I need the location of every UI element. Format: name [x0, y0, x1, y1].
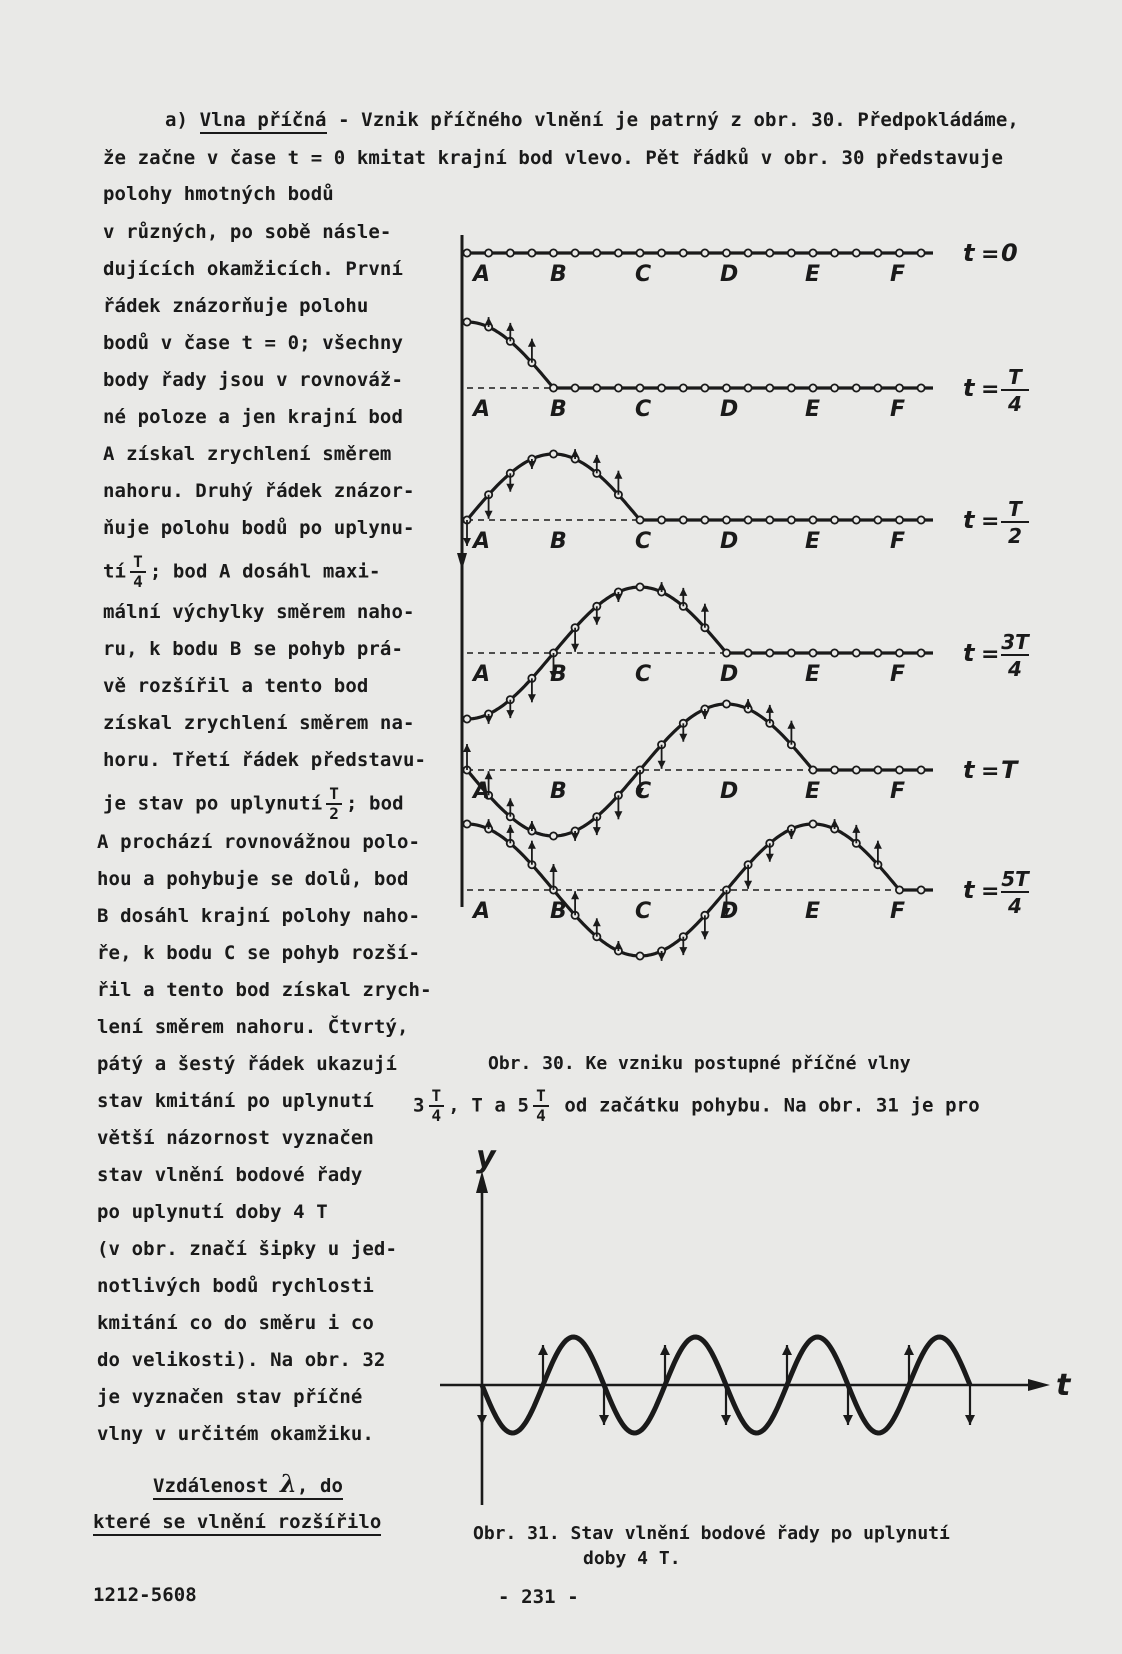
mass-point [788, 249, 795, 256]
text-line: A prochází rovnovážnou polo- [97, 831, 421, 853]
mass-point [701, 249, 708, 256]
text-span: ; bod A dosáhl maxi- [149, 560, 381, 583]
mass-point [853, 384, 860, 391]
mass-point [896, 516, 903, 523]
mass-point [918, 649, 925, 656]
velocity-arrowhead [506, 484, 514, 492]
t-label: t [963, 239, 975, 267]
velocity-arrowhead [593, 617, 601, 625]
t-label: t [963, 876, 975, 904]
mass-point [550, 450, 557, 457]
mass-point [636, 384, 643, 391]
lambda-symbol: λ [279, 1469, 297, 1498]
point-label: B [550, 899, 567, 924]
text-span: a) [165, 109, 200, 131]
mass-point [593, 249, 600, 256]
time-axis-arrow [457, 553, 467, 570]
mass-point [788, 384, 795, 391]
text-line [103, 553, 381, 591]
mass-point [723, 384, 730, 391]
point-label: F [890, 899, 906, 924]
text-line: pátý a šestý řádek ukazují [97, 1053, 398, 1075]
text-line [153, 1469, 344, 1498]
point-label: D [720, 529, 739, 554]
velocity-arrowhead [571, 644, 579, 652]
mass-point [550, 249, 557, 256]
mass-point [615, 249, 622, 256]
velocity-arrowhead [485, 511, 493, 519]
mass-point [831, 249, 838, 256]
velocity-arrowhead [485, 819, 493, 827]
point-label: F [890, 397, 906, 422]
velocity-arrowhead [614, 811, 622, 819]
point-label: E [805, 662, 821, 687]
time-denominator: 4 [1008, 657, 1022, 681]
velocity-arrowhead [528, 694, 536, 702]
text-line: je vyznačen stav příčné [97, 1386, 363, 1408]
mass-point [918, 516, 925, 523]
text-line: stav kmitání po uplynutí [97, 1090, 374, 1112]
text-line: v různých, po sobě násle- [103, 221, 392, 243]
time-denominator: 4 [1008, 392, 1022, 416]
text-line [413, 1087, 980, 1125]
t-label: t [963, 506, 975, 534]
point-label: C [635, 662, 652, 687]
velocity-arrowhead [904, 1345, 914, 1355]
text-line: řádek znázorňuje polohu [103, 295, 369, 317]
velocity-arrowhead [658, 953, 666, 961]
velocity-arrowhead [701, 711, 709, 719]
velocity-arrowhead [528, 821, 536, 829]
mass-point [463, 249, 470, 256]
mass-point [636, 516, 643, 523]
text-line: body řady jsou v rovnováž- [103, 369, 404, 391]
mass-point [874, 766, 881, 773]
velocity-arrowhead [852, 825, 860, 833]
text-line: ře, k bodu C se pohyb rozší- [97, 942, 421, 964]
wave-row [463, 317, 1029, 422]
mass-point [615, 384, 622, 391]
velocity-arrowhead [721, 1415, 731, 1425]
mass-point [572, 249, 579, 256]
text-line: ňuje polohu bodů po uplynu- [103, 517, 415, 539]
mass-point [723, 249, 730, 256]
text-line: mální výchylky směrem naho- [103, 601, 415, 623]
mass-point [809, 820, 816, 827]
text-span: , T a 5 [448, 1094, 530, 1117]
t-axis-arrow [1028, 1379, 1050, 1391]
velocity-arrowhead [506, 710, 514, 718]
velocity-arrowhead [506, 323, 514, 331]
equals-sign: = [981, 642, 1000, 667]
y-axis-label: y [476, 1145, 496, 1175]
mass-point [831, 384, 838, 391]
mass-point [636, 952, 643, 959]
mass-point [745, 249, 752, 256]
mass-point [680, 249, 687, 256]
mass-point [658, 249, 665, 256]
velocity-arrowhead [528, 841, 536, 849]
mass-point [550, 832, 557, 839]
mass-point [528, 249, 535, 256]
time-value: T [1001, 756, 1018, 784]
text-underlined-group [153, 1469, 344, 1500]
mass-point [766, 649, 773, 656]
text-line: získal zrychlení směrem na- [103, 712, 415, 734]
fraction-numerator: T [130, 553, 146, 573]
heading-transverse-wave: Vlna příčná [200, 109, 327, 134]
fraction-numerator: T [429, 1087, 445, 1107]
fraction-t-over-4 [429, 1087, 445, 1125]
text-line: že začne v čase t = 0 kmitat krajní bod vlevo. Pět řádků v obr. 30 představuje [103, 147, 1004, 169]
mass-point [507, 249, 514, 256]
point-label: B [550, 262, 567, 287]
point-label: C [635, 397, 652, 422]
point-label: A [473, 529, 491, 554]
mass-point [831, 649, 838, 656]
text-line: bodů v čase t = 0; všechny [103, 332, 404, 354]
fraction-t-over-2 [326, 785, 342, 823]
wave-row [463, 239, 1017, 287]
text-line: do velikosti). Na obr. 32 [97, 1349, 386, 1371]
mass-point [809, 649, 816, 656]
text-span: je stav po uplynutí [103, 792, 323, 815]
mass-point [593, 384, 600, 391]
time-denominator: 2 [1008, 524, 1022, 548]
velocity-arrowhead [599, 1415, 609, 1425]
mass-point [572, 384, 579, 391]
fraction-denominator: 4 [431, 1106, 442, 1125]
mass-point [701, 384, 708, 391]
text-line: notlivých bodů rychlosti [97, 1275, 374, 1297]
text-span: tí [103, 560, 127, 583]
figure-31-wave-plot [440, 1145, 1090, 1525]
mass-point [831, 516, 838, 523]
velocity-arrowhead [485, 317, 493, 325]
figure-31-caption-line-2: doby 4 T. [583, 1548, 681, 1569]
velocity-arrowhead [658, 582, 666, 590]
t-label: t [963, 756, 975, 784]
text-line: po uplynutí doby 4 T [97, 1201, 328, 1223]
mass-point [636, 249, 643, 256]
text-line: ru, k bodu B se pohyb prá- [103, 638, 404, 660]
text-line [103, 785, 404, 823]
velocity-arrowhead [787, 721, 795, 729]
text-line: stav vlnění bodové řady [97, 1164, 363, 1186]
velocity-arrowhead [550, 864, 558, 872]
text-span: , do [296, 1475, 344, 1497]
point-label: C [635, 779, 652, 804]
velocity-arrowhead [874, 841, 882, 849]
point-label: F [890, 529, 906, 554]
velocity-arrowhead [679, 947, 687, 955]
mass-point [658, 384, 665, 391]
velocity-arrowhead [593, 455, 601, 463]
equals-sign: = [981, 242, 1000, 267]
velocity-arrowhead [506, 825, 514, 833]
text-line: A získal zrychlení směrem [103, 443, 392, 465]
mass-point [485, 249, 492, 256]
mass-point [853, 249, 860, 256]
point-label: D [720, 779, 739, 804]
point-label: E [805, 397, 821, 422]
fraction-t-over-4 [130, 553, 146, 591]
time-numerator: T [1008, 497, 1022, 521]
velocity-arrowhead [614, 594, 622, 602]
wave-row [463, 699, 1019, 841]
mass-point [874, 384, 881, 391]
wave-curve [467, 322, 933, 388]
velocity-arrowhead [965, 1415, 975, 1425]
velocity-arrowhead [782, 1345, 792, 1355]
equals-sign: = [981, 879, 1000, 904]
velocity-arrowhead [787, 831, 795, 839]
point-label: F [890, 779, 906, 804]
velocity-arrowhead [593, 918, 601, 926]
text-line: vě rozšířil a tento bod [103, 675, 369, 697]
mass-point [918, 766, 925, 773]
velocity-arrowhead [614, 471, 622, 479]
mass-point [874, 249, 881, 256]
mass-point [745, 384, 752, 391]
point-label: C [635, 529, 652, 554]
text-span: od začátku pohybu. Na obr. 31 je pro [552, 1094, 980, 1117]
point-label: B [550, 779, 567, 804]
text-span: které se vlnění rozšířilo [93, 1511, 381, 1536]
time-value: 0 [1001, 239, 1018, 267]
point-label: A [473, 262, 491, 287]
velocity-arrowhead [679, 734, 687, 742]
mass-point [896, 384, 903, 391]
point-label: C [635, 899, 652, 924]
velocity-arrowhead [485, 771, 493, 779]
fraction-t-over-4 [533, 1087, 549, 1125]
mass-point [766, 249, 773, 256]
point-label: A [473, 397, 491, 422]
mass-point [680, 516, 687, 523]
text-span: Vzdálenost [153, 1475, 269, 1497]
mass-point [745, 516, 752, 523]
mass-point [896, 649, 903, 656]
text-line: řil a tento bod získal zrych- [97, 979, 432, 1001]
mass-point [874, 516, 881, 523]
fraction-denominator: 4 [536, 1106, 546, 1125]
mass-point [809, 249, 816, 256]
text-line: horu. Třetí řádek představu- [103, 749, 427, 771]
mass-point [463, 715, 470, 722]
text-line: polohy hmotných bodů [103, 183, 334, 205]
time-numerator: T [1008, 365, 1022, 389]
document-code: 1212-5608 [93, 1584, 197, 1606]
text-line: né poloze a jen krajní bod [103, 406, 404, 428]
fraction-denominator: 4 [133, 572, 143, 591]
velocity-arrowhead [528, 339, 536, 347]
mass-point [680, 384, 687, 391]
velocity-arrowhead [701, 604, 709, 612]
velocity-arrowhead [528, 461, 536, 469]
point-label: B [550, 662, 567, 687]
text-span: ; bod [345, 792, 404, 815]
mass-point [918, 249, 925, 256]
velocity-arrowhead [506, 798, 514, 806]
text-line: kmitání co do směru i co [97, 1312, 374, 1334]
velocity-arrowhead [485, 716, 493, 724]
t-label: t [963, 639, 975, 667]
mass-point [809, 766, 816, 773]
velocity-arrowhead [766, 705, 774, 713]
point-label: C [635, 262, 652, 287]
time-numerator: 3T [1001, 630, 1029, 654]
mass-point [658, 516, 665, 523]
point-label: B [550, 529, 567, 554]
velocity-arrowhead [477, 1415, 487, 1425]
mass-point [766, 384, 773, 391]
mass-point [896, 249, 903, 256]
point-label: F [890, 662, 906, 687]
equals-sign: = [981, 377, 1000, 402]
mass-point [788, 649, 795, 656]
mass-point [918, 886, 925, 893]
point-label: D [720, 397, 739, 422]
velocity-arrowhead [571, 833, 579, 841]
velocity-arrowhead [571, 449, 579, 457]
mass-point [853, 649, 860, 656]
text-span: 3 [413, 1094, 425, 1117]
point-label: A [473, 662, 491, 687]
text-line: větší názornost vyznačen [97, 1127, 374, 1149]
mass-point [918, 384, 925, 391]
point-label: D [720, 662, 739, 687]
velocity-arrowhead [593, 827, 601, 835]
mass-point [853, 516, 860, 523]
velocity-arrowhead [766, 854, 774, 862]
text-line [165, 108, 1019, 132]
equals-sign: = [981, 509, 1000, 534]
mass-point [831, 766, 838, 773]
point-label: E [805, 529, 821, 554]
time-denominator: 4 [1008, 894, 1022, 918]
velocity-arrowhead [744, 699, 752, 707]
mass-point [874, 649, 881, 656]
point-label: A [473, 899, 491, 924]
mass-point [723, 700, 730, 707]
mass-point [463, 318, 470, 325]
velocity-arrowhead [744, 881, 752, 889]
fraction-numerator: T [326, 785, 342, 805]
mass-point [636, 583, 643, 590]
text-line: B dosáhl krajní polohy naho- [97, 905, 421, 927]
mass-point [723, 516, 730, 523]
fraction-numerator: T [533, 1087, 549, 1107]
mass-point [745, 649, 752, 656]
text-line: nahoru. Druhý řádek znázor- [103, 480, 415, 502]
mass-point [550, 384, 557, 391]
mass-point [853, 766, 860, 773]
text-line: lení směrem nahoru. Čtvrtý, [97, 1016, 409, 1038]
text-line: vlny v určitém okamžiku. [97, 1423, 374, 1445]
t-label: t [963, 374, 975, 402]
wave-row [463, 819, 1030, 961]
figure-30-wave-rows [455, 235, 1080, 995]
t-axis-label: t [1056, 1368, 1071, 1403]
mass-point [766, 516, 773, 523]
mass-point [788, 516, 795, 523]
mass-point [809, 516, 816, 523]
point-label: E [805, 262, 821, 287]
mass-point [723, 649, 730, 656]
text-line: hou a pohybuje se dolů, bod [97, 868, 409, 890]
velocity-arrowhead [463, 744, 471, 752]
velocity-arrowhead [843, 1415, 853, 1425]
mass-point [701, 516, 708, 523]
mass-point [463, 820, 470, 827]
time-numerator: 5T [1001, 867, 1029, 891]
velocity-arrowhead [463, 538, 471, 546]
point-label: D [720, 899, 739, 924]
wave-curve [467, 454, 933, 520]
page-number: - 231 - [498, 1586, 579, 1608]
figure-30-caption: Obr. 30. Ke vzniku postupné příčné vlny [488, 1053, 911, 1074]
point-label: A [473, 779, 491, 804]
velocity-arrowhead [571, 891, 579, 899]
wave-row [463, 449, 1029, 554]
mass-point [809, 384, 816, 391]
point-label: E [805, 899, 821, 924]
equals-sign: = [981, 759, 1000, 784]
fraction-denominator: 2 [329, 804, 339, 823]
velocity-arrowhead [660, 1345, 670, 1355]
text-span: - Vznik příčného vlnění je patrný z obr. 30. Předpokládáme, [326, 109, 1019, 131]
mass-point [896, 886, 903, 893]
velocity-arrowhead [658, 761, 666, 769]
velocity-arrowhead [701, 931, 709, 939]
velocity-arrowhead [538, 1345, 548, 1355]
point-label: B [550, 397, 567, 422]
mass-point [896, 766, 903, 773]
velocity-arrowhead [831, 819, 839, 827]
figure-31-caption-line-1: Obr. 31. Stav vlnění bodové řady po uplynutí [473, 1523, 950, 1544]
velocity-arrowhead [614, 941, 622, 949]
velocity-arrowhead [679, 588, 687, 596]
text-line: dujících okamžicích. První [103, 258, 404, 280]
text-line [93, 1510, 381, 1534]
point-label: E [805, 779, 821, 804]
point-label: F [890, 262, 906, 287]
point-label: D [720, 262, 739, 287]
text-line: (v obr. značí šipky u jed- [97, 1238, 398, 1260]
